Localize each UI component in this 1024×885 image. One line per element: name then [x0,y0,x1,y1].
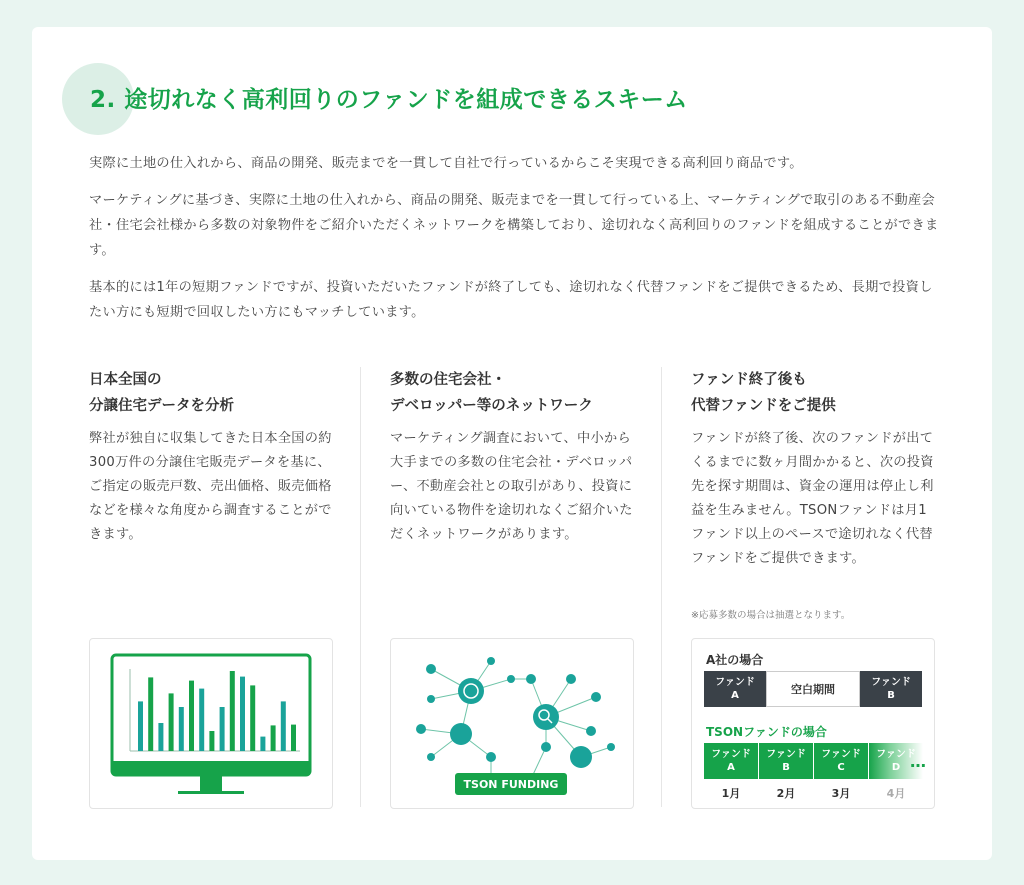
feature-heading: 日本全国の 分譲住宅データを分析 [89,372,234,414]
month-label: 1月 [721,787,741,800]
monitor-icon [90,639,334,810]
chart-bar [281,701,286,751]
network-illustration [390,638,634,809]
globe-icon [458,678,484,704]
feature-body: ファンドが終了後、次のファンドが出てくるまでに数ヶ月間かかると、次の投資先を探す期間は、資金の運用は停止し利益を生みません。TSONファンドは月1ファンド以上のペースで途切れなく代替ファンドをご提供できます。 [691,431,934,566]
chart-bar [230,671,235,751]
chart-bar [199,689,204,751]
ellipsis-icon: … [910,752,926,771]
company-a-label: A社の場合 [706,653,764,667]
feature-heading: ファンド終了後も 代替ファンドをご提供 [691,372,836,414]
intro-paragraph-2: マーケティングに基づき、実際に土地の仕入れから、商品の開発、販売までを一貫して行っている上、マーケティングで取引のある不動産会社・住宅会社様から多数の対象物件をご紹介いただくネットワークを構築しており、途切れなく高利回りのファンドを組成することができます。 [89,193,939,258]
month-label: 4月 [886,787,906,800]
feature-replacement-fund [691,367,937,571]
company-a-fund-b: ファンド B [860,671,922,707]
chart-bar [240,677,245,751]
chart-bar [250,685,255,751]
monitor-chart-illustration [89,638,333,809]
chart-bar [148,677,153,751]
tson-fund-b: ファンド B [759,743,813,779]
company-a-blank-period: 空白期間 [766,671,860,707]
chart-bar [158,723,163,751]
tson-fund-c: ファンド C [814,743,868,779]
tson-fund-d: ファンド D [869,743,923,779]
intro-paragraph-3: 基本的には1年の短期ファンドですが、投資いただいたファンドが終了しても、途切れなく代替ファンドをご提供できるため、長期で投資したい方にも短期で回収したい方にもマッチしています。 [89,280,933,320]
tson-label: TSONファンドの場合 [706,725,827,739]
feature-body: 弊社が独自に収集してきた日本全国の約300万件の分譲住宅販売データを基に、ご指定の販売戸数、売出価格、販売価格などを様々な角度から調査することができます。 [89,431,332,542]
company-a-fund-a: ファンド A [704,671,766,707]
lottery-note: ※応募多数の場合は抽選となります。 [691,610,851,621]
tson-funding-label: TSON FUNDING [463,777,559,791]
laptop-icon [570,746,592,768]
tson-fund-a: ファンド A [704,743,758,779]
feature-data-analysis [89,367,335,547]
section-title: 2. 途切れなく高利回りのファンドを組成できるスキーム [90,87,688,113]
chart-bar [138,701,143,751]
column-divider [360,367,361,807]
chart-bar [260,737,265,751]
chart-bar [209,731,214,751]
month-label: 2月 [776,787,796,800]
column-divider [661,367,662,807]
feature-body: マーケティング調査において、中小から大手までの多数の住宅会社・デベロッパー、不動産会社との取引があり、投資に向いている物件を途切れなくご紹介いただくネットワークがあります。 [390,431,633,542]
search-icon [533,704,559,730]
feature-network [390,367,636,547]
chart-bar [189,681,194,751]
intro-paragraph-1: 実際に土地の仕入れから、商品の開発、販売までを一貫して自社で行っているからこそ実現できる高利回り商品です。 [89,156,803,171]
chart-bar [291,725,296,751]
chart-bar [179,707,184,751]
chart-bar [271,725,276,751]
month-label: 3月 [831,787,851,800]
chart-bar [220,707,225,751]
chart-bar [169,693,174,751]
feature-heading: 多数の住宅会社・ デベロッパー等のネットワーク [390,372,593,414]
fund-comparison-diagram [691,638,935,809]
wifi-icon [450,723,472,745]
content-card [32,27,992,860]
